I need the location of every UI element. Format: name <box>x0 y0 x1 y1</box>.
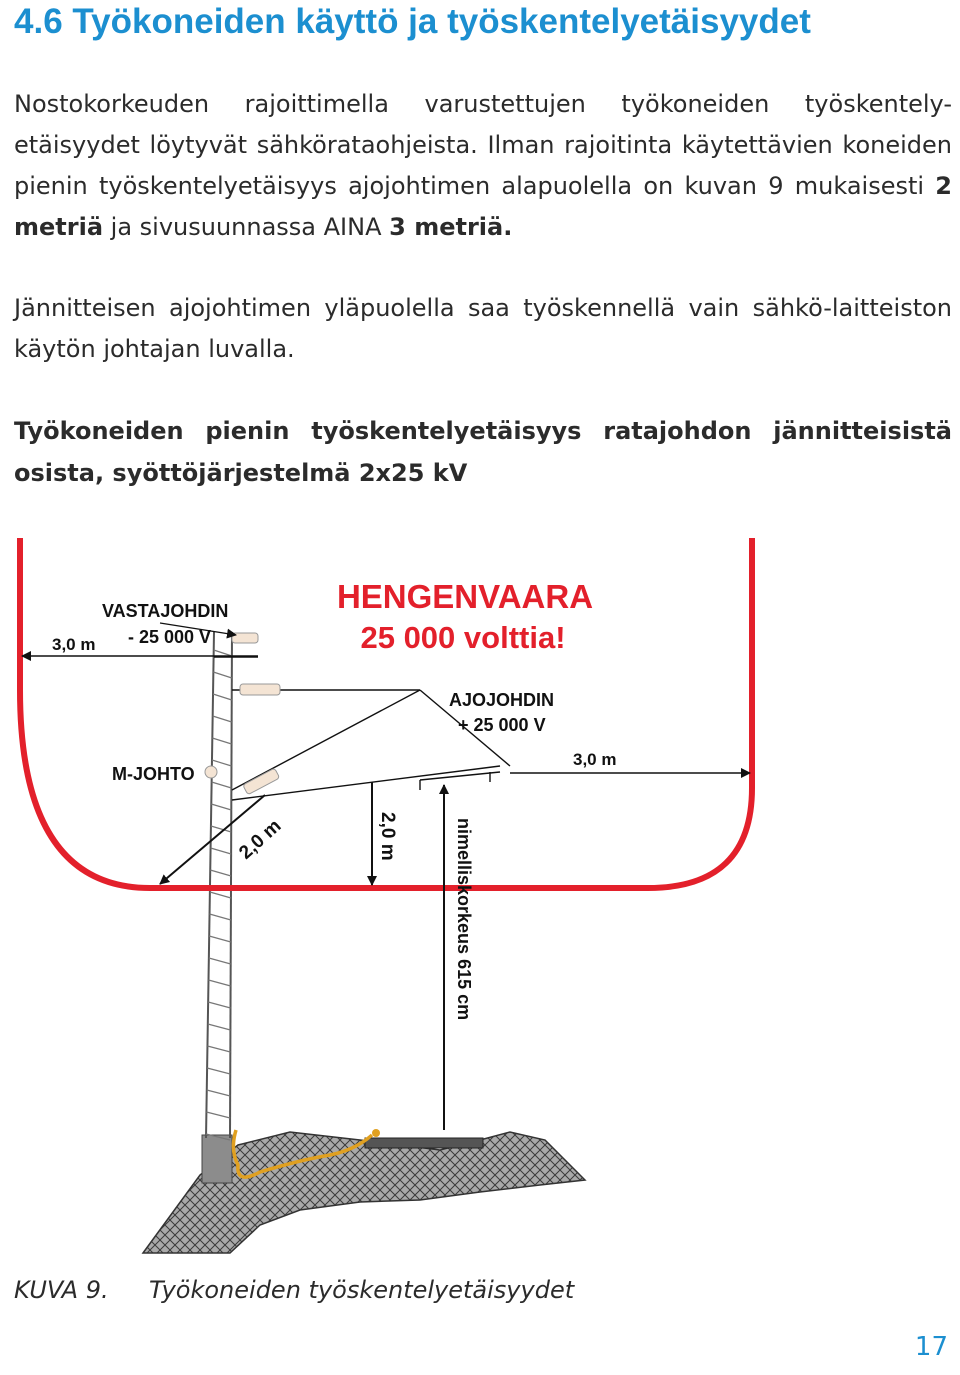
page-number: 17 <box>914 1332 948 1362</box>
mast-rung <box>210 870 231 876</box>
mast-rung <box>207 1068 230 1074</box>
permission-paragraph: Jännitteisen ajojohtimen yläpuolella saa työskennellä vain sähkö-laitteiston käytön johtajan luvalla. <box>14 294 952 363</box>
caption-text: Työkoneiden työskentelyetäisyydet <box>149 1276 575 1304</box>
ajojohdin-voltage: + 25 000 V <box>458 715 546 735</box>
intro-bold-distance-vertical: 2 metriä <box>14 172 952 241</box>
mast-rung <box>213 694 232 700</box>
warning-title: HENGENVAARA <box>336 578 594 615</box>
mast-rung <box>208 980 230 986</box>
nominal-height-label: nimelliskorkeus 615 cm <box>454 818 474 1021</box>
vastajohdin-label: VASTAJOHDIN <box>102 601 229 621</box>
mast-rung <box>211 848 232 854</box>
mast-rung <box>213 716 232 722</box>
mast-rung <box>209 936 231 942</box>
caption-number: KUVA 9. <box>14 1276 109 1304</box>
intro-text-b: ja sivusuunnassa AINA <box>103 213 390 241</box>
working-distance-diagram <box>0 530 960 1260</box>
mast-rung <box>207 1046 230 1052</box>
mast-rung <box>208 1024 231 1030</box>
vertical-distance-label: 2,0 m <box>377 812 398 861</box>
right-distance-label: 3,0 m <box>573 750 617 769</box>
mast-rung <box>212 782 232 788</box>
mast-foundation <box>202 1135 232 1183</box>
mjohto-label: M-JOHTO <box>112 764 195 784</box>
mast-rung <box>210 914 231 920</box>
mjohto-conductor <box>205 766 217 778</box>
insulator-upper <box>240 684 280 695</box>
intro-paragraph <box>14 84 952 248</box>
section-title: 4.6 Työkoneiden käyttö ja työskentelyetäisyydet <box>14 2 811 41</box>
mast-rung <box>211 804 231 810</box>
figure-caption <box>14 1276 574 1304</box>
left-distance-label: 3,0 m <box>52 635 96 654</box>
figure-heading: Työkoneiden pienin työskentelyetäisyys ratajohdon jännitteisistä osista, syöttöjärjestelmä 2x25 kV <box>14 417 952 487</box>
mast-rung <box>212 760 232 766</box>
mast-rung <box>206 1112 230 1118</box>
intro-text-a: Nostokorkeuden rajoittimella varustettujen työkoneiden työskentely-etäisyydet löytyvät sähkörataohjeista. Ilman rajoitinta käytettävien koneiden pienin työskentelyetäisyys ajojohtimen alapuolella on kuvan 9 mukaisesti <box>14 90 952 200</box>
intro-bold-distance-side: 3 metriä. <box>389 213 513 241</box>
mast-rung <box>207 1090 230 1096</box>
warning-voltage: 25 000 volttia! <box>360 620 566 655</box>
mast-rung <box>214 650 232 656</box>
ajojohdin-label: AJOJOHDIN <box>449 690 555 710</box>
mast-rung <box>210 892 231 898</box>
track-rail <box>365 1138 483 1148</box>
mast-rung <box>209 958 231 964</box>
diagram-svg <box>0 530 960 1260</box>
mast-rung <box>208 1002 230 1008</box>
vastajohdin-voltage: - 25 000 V <box>128 627 212 647</box>
mast-rung <box>212 738 231 744</box>
cable-connector <box>372 1129 380 1137</box>
diagonal-distance-label: 2,0 m <box>235 815 286 864</box>
mast-rung <box>213 672 231 678</box>
